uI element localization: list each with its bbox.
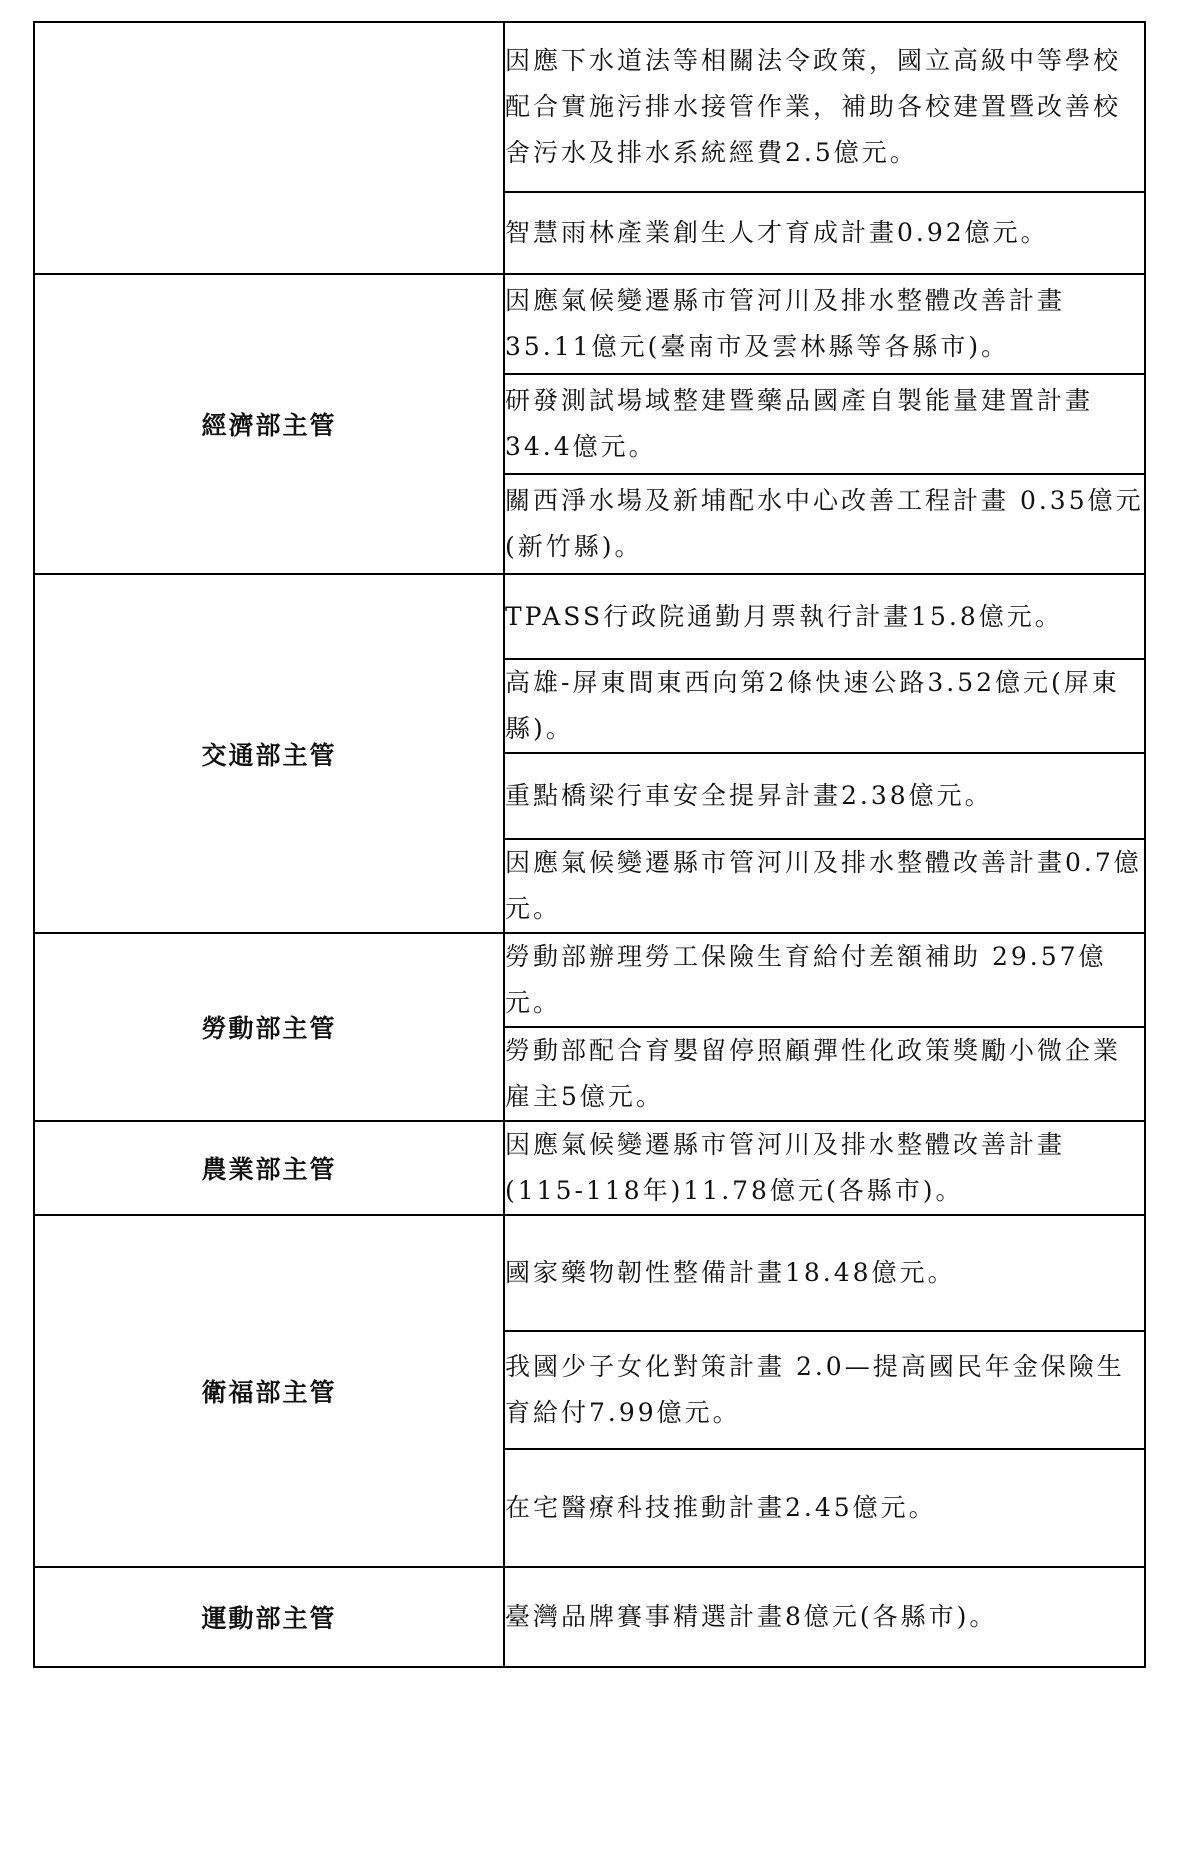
budget-item: 因應氣候變遷縣市管河川及排水整體改善計畫0.7億元。	[504, 839, 1145, 933]
department-cell: 勞動部主管	[34, 933, 504, 1121]
budget-item: 研發測試場域整建暨藥品國產自製能量建置計畫34.4億元。	[504, 374, 1145, 474]
budget-item: 國家藥物韌性整備計畫18.48億元。	[504, 1215, 1145, 1331]
budget-item: 高雄-屏東間東西向第2條快速公路3.52億元(屏東縣)。	[504, 659, 1145, 753]
budget-item: TPASS行政院通勤月票執行計畫15.8億元。	[504, 574, 1145, 659]
department-cell: 運動部主管	[34, 1567, 504, 1667]
table-row	[34, 274, 1145, 374]
budget-item: 關西淨水場及新埔配水中心改善工程計畫 0.35億元(新竹縣)。	[504, 474, 1145, 574]
budget-item: 智慧雨林產業創生人才育成計畫0.92億元。	[504, 192, 1145, 274]
department-cell: 交通部主管	[34, 574, 504, 933]
budget-item: 勞動部配合育嬰留停照顧彈性化政策獎勵小微企業雇主5億元。	[504, 1027, 1145, 1121]
budget-item: 勞動部辦理勞工保險生育給付差額補助 29.57億元。	[504, 933, 1145, 1027]
budget-item: 重點橋梁行車安全提昇計畫2.38億元。	[504, 753, 1145, 839]
department-cell: 經濟部主管	[34, 274, 504, 574]
department-cell	[34, 22, 504, 274]
table-row	[34, 574, 1145, 659]
budget-item: 因應氣候變遷縣市管河川及排水整體改善計畫35.11億元(臺南市及雲林縣等各縣市)。	[504, 274, 1145, 374]
table-row	[34, 22, 1145, 192]
budget-item: 在宅醫療科技推動計畫2.45億元。	[504, 1449, 1145, 1567]
table-row	[34, 1567, 1145, 1667]
budget-item: 我國少子女化對策計畫 2.0—提高國民年金保險生育給付7.99億元。	[504, 1331, 1145, 1449]
table-row	[34, 1215, 1145, 1331]
budget-item: 因應下水道法等相關法令政策，國立高級中等學校配合實施污排水接管作業，補助各校建置暨改善校舍污水及排水系統經費2.5億元。	[504, 22, 1145, 192]
table-row	[34, 1121, 1145, 1215]
budget-item: 因應氣候變遷縣市管河川及排水整體改善計畫(115-118年)11.78億元(各縣市)。	[504, 1121, 1145, 1215]
department-cell: 農業部主管	[34, 1121, 504, 1215]
budget-table	[33, 21, 1146, 1668]
department-cell: 衛福部主管	[34, 1215, 504, 1567]
budget-item: 臺灣品牌賽事精選計畫8億元(各縣市)。	[504, 1567, 1145, 1667]
table-row	[34, 933, 1145, 1027]
